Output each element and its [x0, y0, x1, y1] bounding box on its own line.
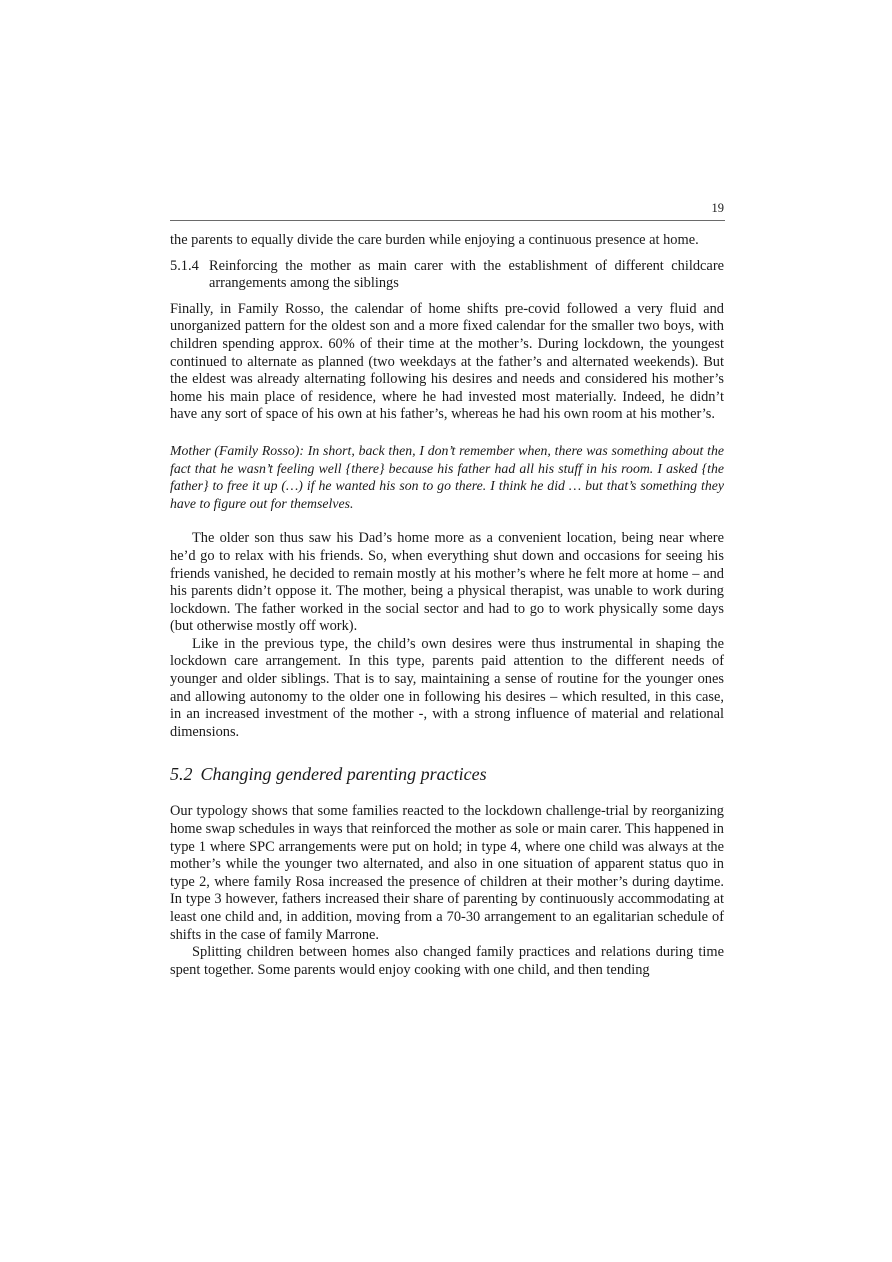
- page-number: 19: [711, 201, 724, 215]
- paragraph-previous-type: Like in the previous type, the child’s own desires were thus instrumental in shaping the lockdown care arrangement. In this type, parents paid attention to the different needs of younger and older siblings. That is to say, maintaining a sense of routine for the younger ones and allowing autonomy to the older one in following his desires – which resulted, in this case, in an increased investment of the mother -, with a strong influence of material and relational dimensions.: [170, 635, 724, 740]
- header-rule: [170, 220, 725, 221]
- section-number: 5.2: [170, 764, 193, 785]
- paragraph-rosso: Finally, in Family Rosso, the calendar of home shifts pre-covid followed a very fluid and unorganized pattern for the oldest son and a more fixed calendar for the smaller two boys, with children spending approx. 60% of their time at the mother’s. During lockdown, the youngest continued to alternate as planned (two weekdays at the father’s and alternated weekends). But the eldest was already alternating following his desires and needs and considered his mother’s home his main place of residence, where he had invested most materially. Indeed, he didn’t have any sort of space of his own at his father’s, whereas he had his own room at his mother’s.: [170, 300, 724, 423]
- text-body: [170, 232, 724, 979]
- subsection-heading: [170, 258, 724, 293]
- paragraph-splitting: Splitting children between homes also changed family practices and relations during time spent together. Some parents would enjoy cooking with one child, and then tending: [170, 944, 724, 978]
- subsection-title: Reinforcing the mother as main carer with the establishment of different childcare arrangements among the siblings: [209, 257, 724, 292]
- section-title: Changing gendered parenting practices: [200, 764, 487, 785]
- paragraph-typology: Our typology shows that some families reacted to the lockdown challenge-trial by reorganizing home swap schedules in ways that reinforced the mother as sole or main carer. This happened in type 1 where SPC arrangements were put on hold; in type 4, where one child was always at the mother’s while the younger two alternated, and also in one situation of apparent status quo in type 2, where family Rosa increased the presence of children at their mother’s during daytime. In type 3 however, fathers increased their share of parenting by continuously accommodating at least one child and, in addition, moving from a 70-30 arrangement to an egalitarian schedule of shifts in the case of family Marrone.: [170, 803, 725, 943]
- interview-quote: Mother (Family Rosso): In short, back then, I don’t remember when, there was something about the fact that he wasn’t feeling well {there} because his father had all his stuff in his room. I asked {the father} to free it up (…) if he wanted his son to go there. I think he did … but that’s something they have to figure out for themselves.: [170, 442, 724, 511]
- subsection-number: 5.1.4: [170, 257, 199, 274]
- section-heading: [170, 763, 724, 785]
- paragraph-older-son: The older son thus saw his Dad’s home more as a convenient location, being near where he’d go to relax with his friends. So, when everything shut down and occasions for seeing his friends vanished, he decided to remain mostly at his mother’s where he felt more at home – and his parents didn’t oppose it. The mother, being a physical therapist, was unable to work during lockdown. The father worked in the social sector and had to go to work physically some days (but otherwise mostly off work).: [170, 530, 724, 635]
- paragraph-continuation: the parents to equally divide the care burden while enjoying a continuous presence at home.: [170, 232, 699, 248]
